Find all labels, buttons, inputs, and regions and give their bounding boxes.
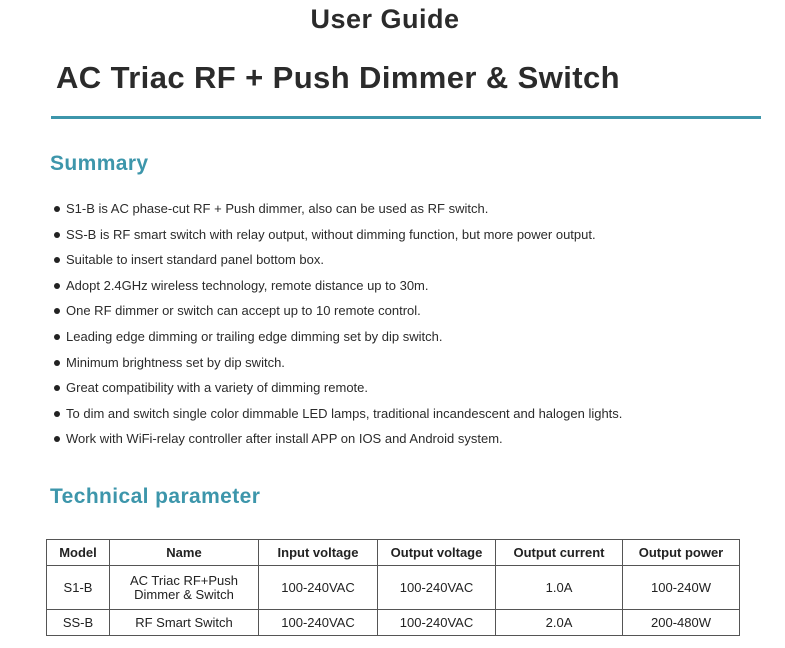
bullet-icon	[54, 206, 60, 212]
summary-item	[52, 277, 622, 303]
summary-item	[52, 430, 622, 456]
summary-item-text: To dim and switch single color dimmable LED lamps, traditional incandescent and halogen lights.	[66, 405, 623, 421]
cell-model: SS-B	[47, 610, 110, 636]
cell-name: RF Smart Switch	[110, 610, 259, 636]
column-header-model: Model	[47, 540, 110, 566]
title-divider	[51, 116, 761, 119]
summary-item-text: Leading edge dimming or trailing edge dimming set by dip switch.	[66, 328, 443, 344]
summary-item-text: Great compatibility with a variety of dimming remote.	[66, 380, 368, 396]
summary-item	[52, 200, 622, 226]
column-header-output-voltage: Output voltage	[378, 540, 496, 566]
bullet-icon	[54, 360, 60, 366]
summary-item-text: SS-B is RF smart switch with relay output, without dimming function, but more power output.	[66, 226, 596, 242]
cell-output-current: 2.0A	[496, 610, 623, 636]
technical-parameter-heading: Technical parameter	[50, 485, 261, 508]
cell-input-voltage: 100-240VAC	[259, 610, 378, 636]
summary-item-text: Minimum brightness set by dip switch.	[66, 354, 285, 370]
cell-output-voltage: 100-240VAC	[378, 610, 496, 636]
column-header-output-current: Output current	[496, 540, 623, 566]
product-title: AC Triac RF + Push Dimmer & Switch	[56, 60, 620, 95]
summary-item	[52, 405, 622, 431]
summary-item-text: Work with WiFi-relay controller after install APP on IOS and Android system.	[66, 431, 503, 447]
cell-output-power: 100-240W	[623, 566, 740, 610]
bullet-icon	[54, 283, 60, 289]
table-header-row	[47, 540, 740, 566]
summary-item-text: Adopt 2.4GHz wireless technology, remote distance up to 30m.	[66, 277, 429, 293]
summary-item-text: Suitable to insert standard panel bottom box.	[66, 252, 324, 268]
table-row	[47, 610, 740, 636]
cell-name	[110, 566, 259, 610]
summary-item	[52, 328, 622, 354]
cell-name-line: Dimmer & Switch	[134, 586, 234, 602]
bullet-icon	[54, 334, 60, 340]
column-header-output-power: Output power	[623, 540, 740, 566]
column-header-name: Name	[110, 540, 259, 566]
cell-output-current: 1.0A	[496, 566, 623, 610]
bullet-icon	[54, 308, 60, 314]
bullet-icon	[54, 411, 60, 417]
summary-item-text: S1-B is AC phase-cut RF + Push dimmer, also can be used as RF switch.	[66, 201, 489, 216]
summary-item	[52, 379, 622, 405]
table-row	[47, 566, 740, 610]
technical-parameter-table	[46, 539, 740, 636]
column-header-input-voltage: Input voltage	[259, 540, 378, 566]
cell-model: S1-B	[47, 566, 110, 610]
summary-heading: Summary	[50, 152, 149, 175]
summary-list	[52, 200, 622, 456]
cell-output-power: 200-480W	[623, 610, 740, 636]
user-guide-label: User Guide	[310, 4, 460, 34]
bullet-icon	[54, 257, 60, 263]
bullet-icon	[54, 385, 60, 391]
summary-item	[52, 302, 622, 328]
summary-item	[52, 354, 622, 380]
cell-input-voltage: 100-240VAC	[259, 566, 378, 610]
summary-item-text: One RF dimmer or switch can accept up to 10 remote control.	[66, 303, 421, 319]
bullet-icon	[54, 232, 60, 238]
cell-name-line: AC Triac RF+Push	[129, 572, 238, 588]
summary-item	[52, 251, 622, 277]
cell-output-voltage: 100-240VAC	[378, 566, 496, 610]
summary-item	[52, 226, 622, 252]
bullet-icon	[54, 436, 60, 442]
